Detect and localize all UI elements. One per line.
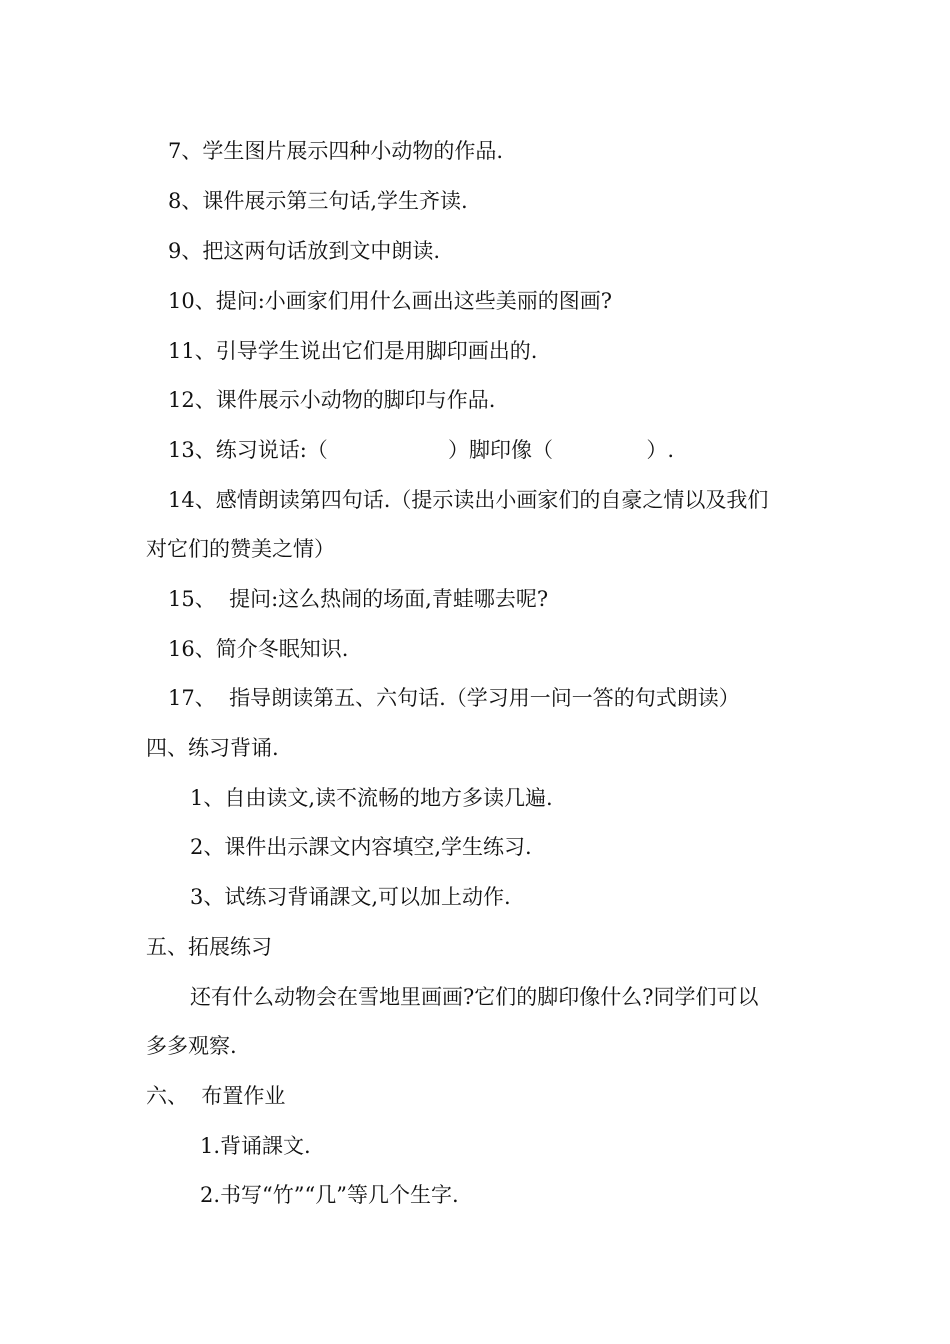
section-4-heading: 四、练习背诵. [146,736,279,760]
step-14-continuation: 对它们的赞美之情） [146,537,335,561]
step-12-line: 12、课件展示小动物的脚印与作品. [168,388,496,412]
section-5-paragraph: 还有什么动物会在雪地里画画?它们的脚印像什么?同学们可以 [190,985,759,1009]
section-6-item-2: 2.书写“竹”“几”等几个生字. [200,1183,459,1207]
step-10-line: 10、提问:小画家们用什么画出这些美丽的图画? [168,289,613,313]
step-16-line: 16、简介冬眠知识. [168,637,349,661]
section-4-item-1: 1、自由读文,读不流畅的地方多读几遍. [190,786,553,810]
step-8-line: 8、课件展示第三句话,学生齐读. [168,189,468,213]
step-7-line: 7、学生图片展示四种小动物的作品. [168,139,504,163]
section-5-heading: 五、拓展练习 [146,935,272,959]
step-14-line: 14、感情朗读第四句话.（提示读出小画家们的自豪之情以及我们 [168,488,769,512]
step-13-line: 13、练习说话:（ ）脚印像（ ）. [168,438,675,462]
step-17-line: 17、 指导朗读第五、六句话.（学习用一问一答的句式朗读） [168,686,740,710]
section-4-item-3: 3、试练习背诵課文,可以加上动作. [190,885,511,909]
step-11-line: 11、引导学生说出它们是用脚印画出的. [168,339,538,363]
section-6-item-1: 1.背诵課文. [200,1134,311,1158]
step-15-line: 15、 提问:这么热闹的场面,青蛙哪去呢? [168,587,549,611]
step-9-line: 9、把这两句话放到文中朗读. [168,239,441,263]
section-4-item-2: 2、课件出示課文内容填空,学生练习. [190,835,532,859]
section-6-heading: 六、 布置作业 [146,1084,286,1108]
section-5-continuation: 多多观察. [146,1034,237,1058]
